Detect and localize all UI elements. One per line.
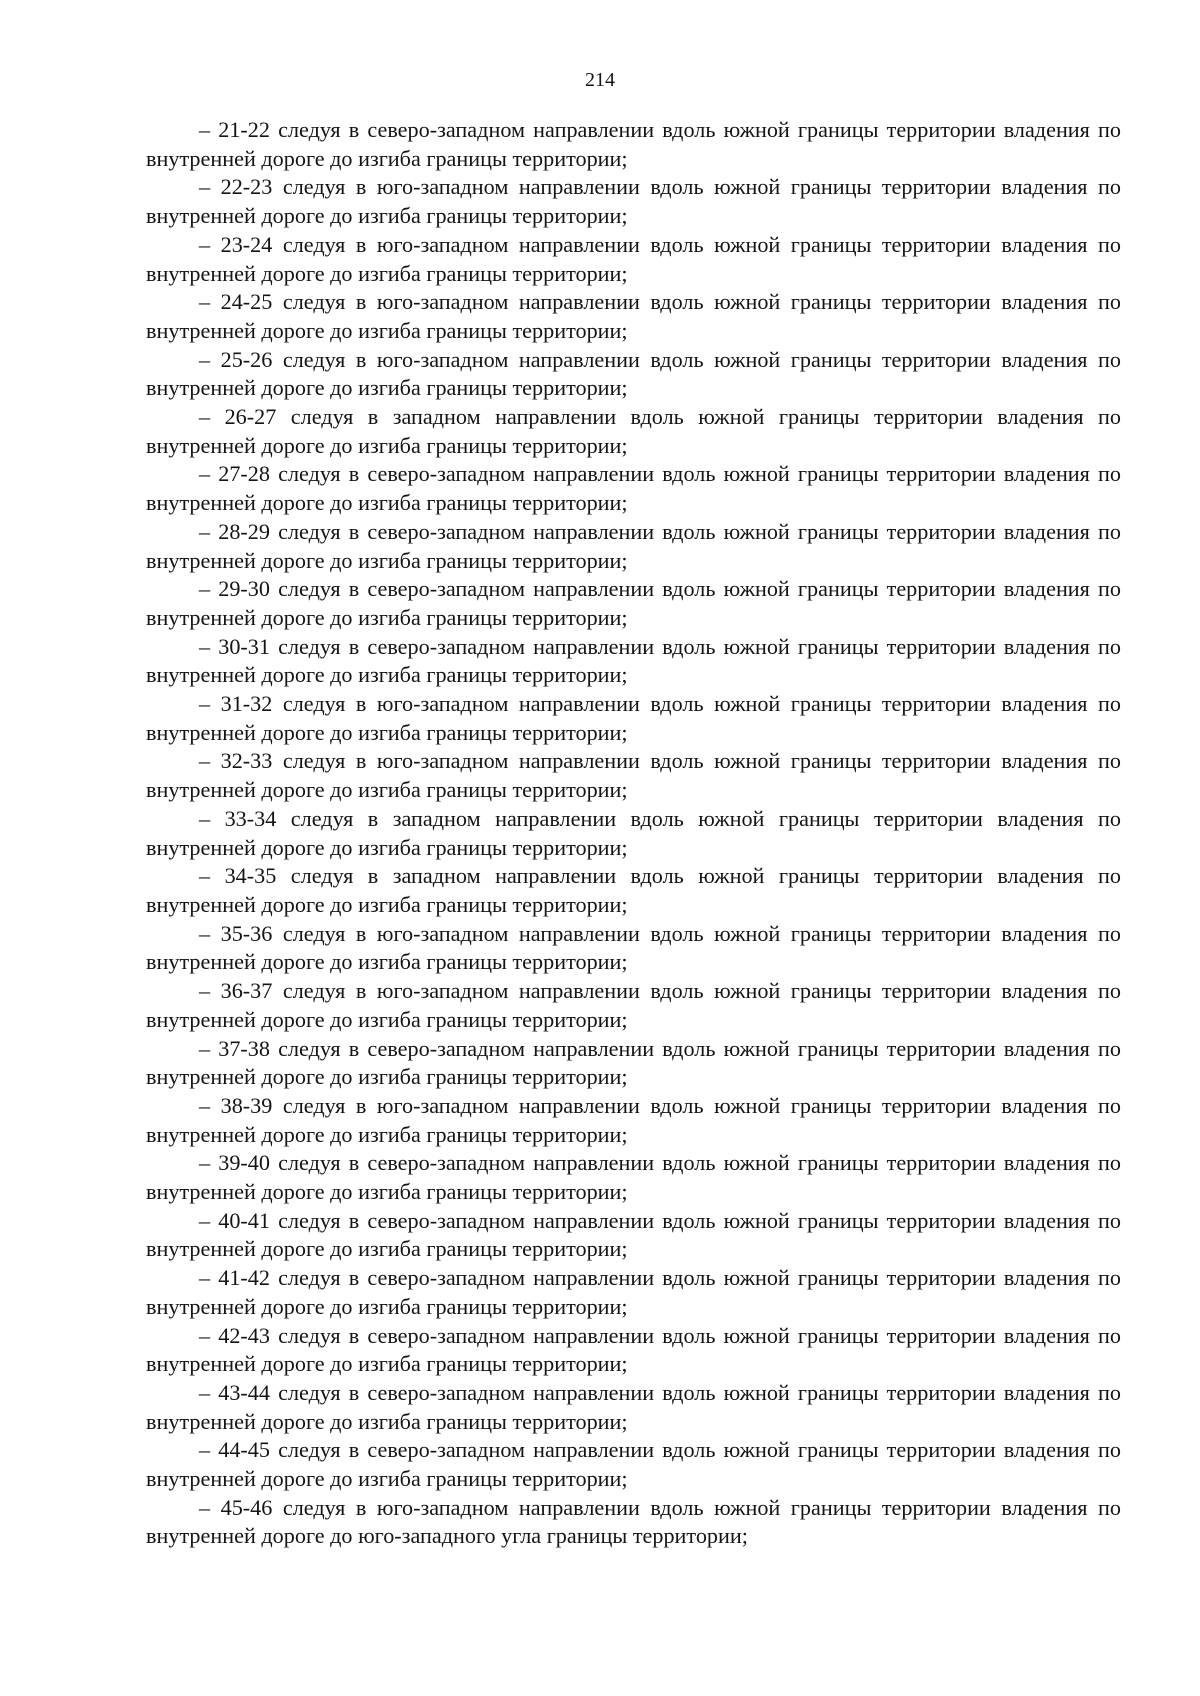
boundary-paragraph: – 31-32 следуя в юго-западном направлении вдоль южной границы территории владения по внутренней дороге до изгиба границы территории; xyxy=(146,691,1121,745)
boundary-paragraph: – 36-37 следуя в юго-западном направлении вдоль южной границы территории владения по внутренней дороге до изгиба границы территории; xyxy=(146,978,1121,1032)
boundary-paragraph: – 43-44 следуя в северо-западном направлении вдоль южной границы территории владения по внутренней дороге до изгиба границы территории; xyxy=(146,1379,1121,1434)
document-body xyxy=(146,116,1121,1551)
boundary-paragraph: – 34-35 следуя в западном направлении вдоль южной границы территории владения по внутренней дороге до изгиба границы территории; xyxy=(146,863,1121,917)
boundary-paragraph: – 33-34 следуя в западном направлении вдоль южной границы территории владения по внутренней дороге до изгиба границы территории; xyxy=(146,805,1121,860)
boundary-paragraph: – 45-46 следуя в юго-западном направлении вдоль южной границы территории владения по внутренней дороге до юго-западного угла границы территории; xyxy=(146,1494,1121,1549)
boundary-paragraph: – 21-22 следуя в северо-западном направлении вдоль южной границы территории владения по внутренней дороге до изгиба границы территории; xyxy=(146,117,1121,171)
boundary-paragraph: – 32-33 следуя в юго-западном направлении вдоль южной границы территории владения по внутренней дороге до изгиба границы территории; xyxy=(146,748,1121,803)
boundary-paragraph: – 23-24 следуя в юго-западном направлении вдоль южной границы территории владения по внутренней дороге до изгиба границы территории; xyxy=(146,231,1121,286)
boundary-paragraph: – 41-42 следуя в северо-западном направлении вдоль южной границы территории владения по внутренней дороге до изгиба границы территории; xyxy=(146,1265,1121,1319)
boundary-paragraph: – 37-38 следуя в северо-западном направлении вдоль южной границы территории владения по внутренней дороге до изгиба границы территории; xyxy=(146,1035,1121,1090)
boundary-paragraph: – 40-41 следуя в северо-западном направлении вдоль южной границы территории владения по внутренней дороге до изгиба границы территории; xyxy=(146,1207,1121,1262)
boundary-paragraph: – 29-30 следуя в северо-западном направлении вдоль южной границы территории владения по внутренней дороге до изгиба границы территории; xyxy=(146,576,1121,630)
boundary-paragraph: – 27-28 следуя в северо-западном направлении вдоль южной границы территории владения по внутренней дороге до изгиба границы территории; xyxy=(146,461,1121,516)
boundary-paragraph: – 38-39 следуя в юго-западном направлении вдоль южной границы территории владения по внутренней дороге до изгиба границы территории; xyxy=(146,1092,1121,1147)
page-number: 214 xyxy=(585,69,615,91)
boundary-paragraph: – 35-36 следуя в юго-западном направлении вдоль южной границы территории владения по внутренней дороге до изгиба границы территории; xyxy=(146,920,1121,975)
boundary-paragraph: – 30-31 следуя в северо-западном направлении вдоль южной границы территории владения по внутренней дороге до изгиба границы территории; xyxy=(146,633,1121,688)
boundary-paragraph: – 26-27 следуя в западном направлении вдоль южной границы территории владения по внутренней дороге до изгиба границы территории; xyxy=(146,404,1121,458)
boundary-paragraph: – 22-23 следуя в юго-западном направлении вдоль южной границы территории владения по внутренней дороге до изгиба границы территории; xyxy=(146,174,1121,229)
boundary-paragraph: – 28-29 следуя в северо-западном направлении вдоль южной границы территории владения по внутренней дороге до изгиба границы территории; xyxy=(146,518,1121,573)
boundary-paragraph: – 42-43 следуя в северо-западном направлении вдоль южной границы территории владения по внутренней дороге до изгиба границы территории; xyxy=(146,1322,1121,1377)
boundary-paragraph: – 44-45 следуя в северо-западном направлении вдоль южной границы территории владения по внутренней дороге до изгиба границы территории; xyxy=(146,1437,1121,1492)
boundary-paragraph: – 25-26 следуя в юго-западном направлении вдоль южной границы территории владения по внутренней дороге до изгиба границы территории; xyxy=(146,346,1121,401)
boundary-paragraph: – 24-25 следуя в юго-западном направлении вдоль южной границы территории владения по внутренней дороге до изгиба границы территории; xyxy=(146,289,1121,343)
boundary-paragraph: – 39-40 следуя в северо-западном направлении вдоль южной границы территории владения по внутренней дороге до изгиба границы территории; xyxy=(146,1150,1121,1205)
